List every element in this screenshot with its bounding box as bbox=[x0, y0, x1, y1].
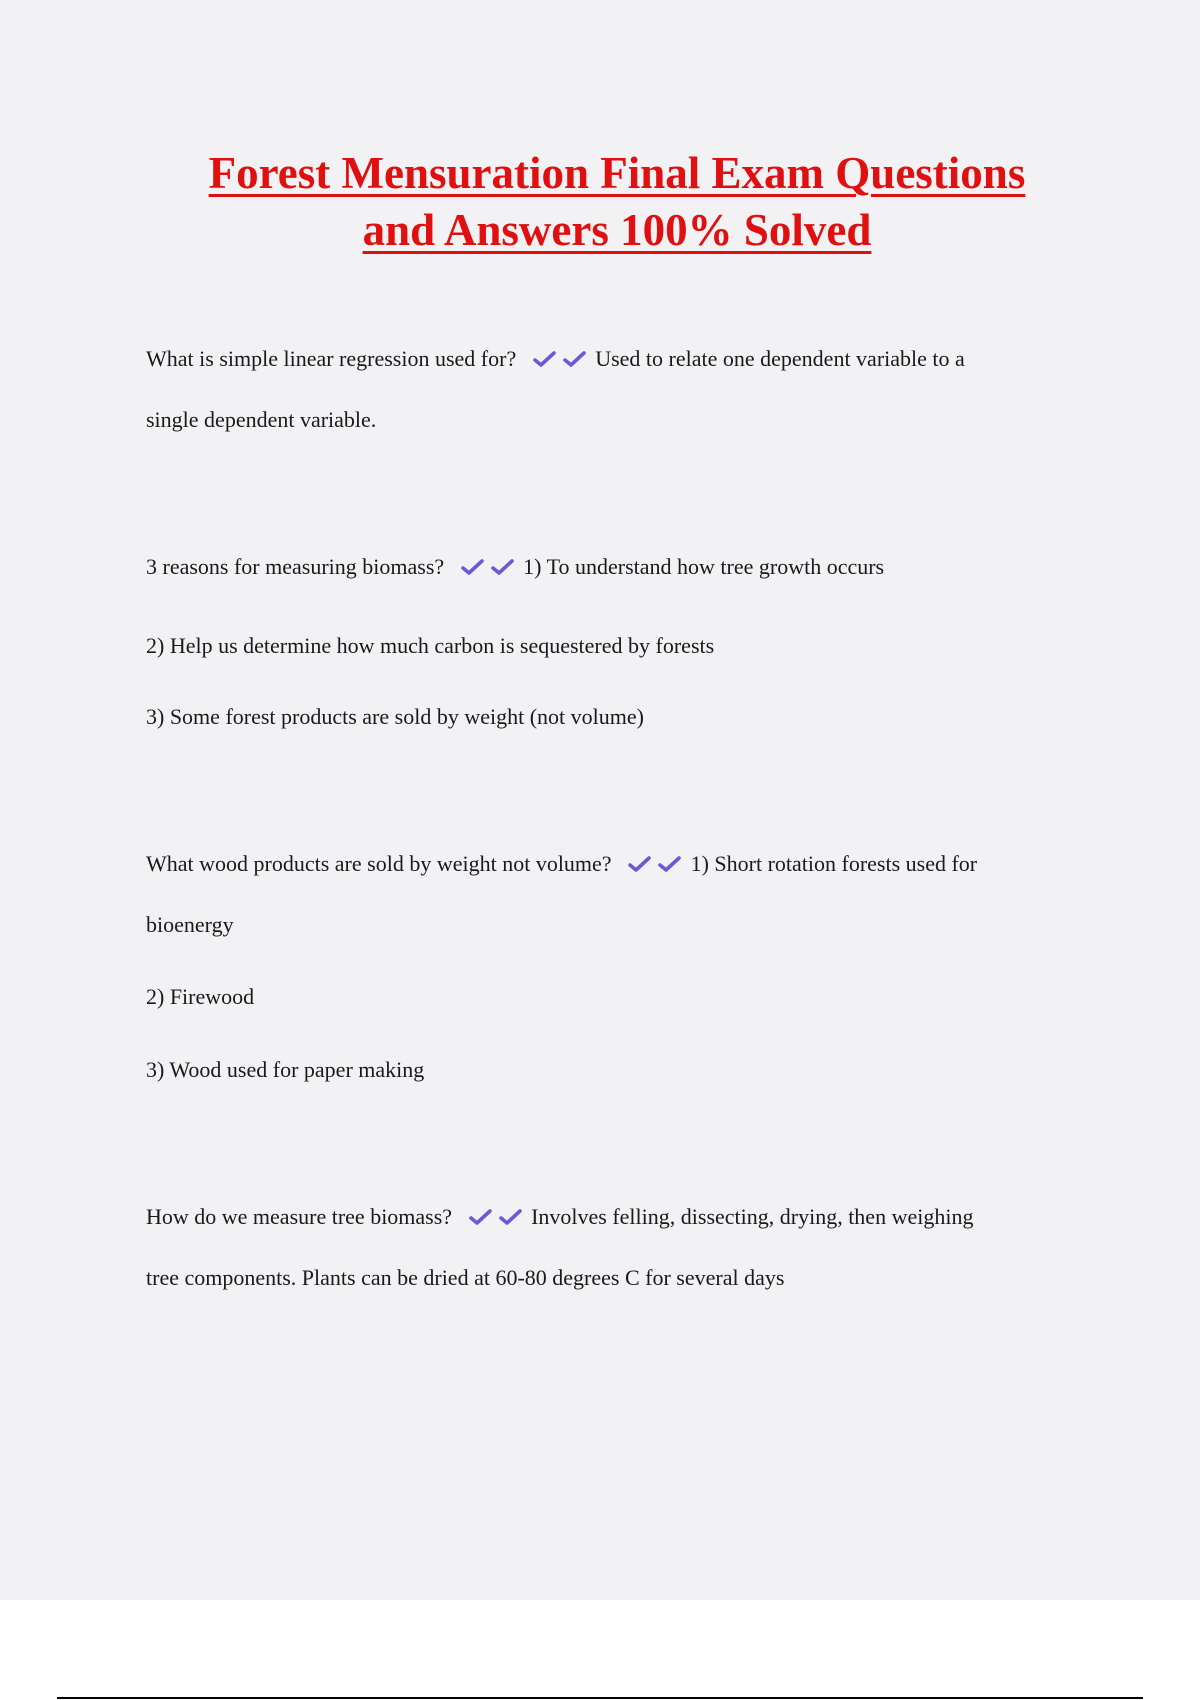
answer-text: 3) Wood used for paper making bbox=[146, 1057, 425, 1082]
double-check-icon bbox=[623, 851, 683, 877]
answer-text: 3) Some forest products are sold by weight (not volume) bbox=[146, 704, 644, 729]
title-line-2: and Answers 100% Solved bbox=[362, 205, 872, 255]
double-check-icon bbox=[456, 554, 516, 580]
answer-text: 1) Short rotation forests used for bbox=[690, 851, 978, 876]
answer-text: Used to relate one dependent variable to a bbox=[595, 346, 965, 371]
question-text: How do we measure tree biomass? bbox=[146, 1204, 453, 1229]
qa-first-line bbox=[146, 554, 884, 580]
answer-text: single dependent variable. bbox=[146, 407, 377, 432]
answer-text: tree components. Plants can be dried at 60-80 degrees C for several days bbox=[146, 1265, 785, 1290]
answer-text: 1) To understand how tree growth occurs bbox=[523, 554, 885, 579]
answer-text: bioenergy bbox=[146, 912, 234, 937]
qa-first-line bbox=[146, 346, 965, 372]
question-text: 3 reasons for measuring biomass? bbox=[146, 554, 445, 579]
question-text: What wood products are sold by weight not volume? bbox=[146, 851, 612, 876]
document-title bbox=[0, 145, 1200, 259]
qa-first-line bbox=[146, 851, 977, 877]
answer-text: Involves felling, dissecting, drying, then weighing bbox=[531, 1204, 974, 1229]
double-check-icon bbox=[528, 346, 588, 372]
answer-text: 2) Firewood bbox=[146, 984, 255, 1009]
double-check-icon bbox=[464, 1204, 524, 1230]
answer-text: 2) Help us determine how much carbon is sequestered by forests bbox=[146, 633, 715, 658]
qa-first-line bbox=[146, 1204, 973, 1230]
title-line-1: Forest Mensuration Final Exam Questions bbox=[208, 148, 1026, 198]
footer-divider bbox=[57, 1697, 1143, 1699]
question-text: What is simple linear regression used for? bbox=[146, 346, 517, 371]
